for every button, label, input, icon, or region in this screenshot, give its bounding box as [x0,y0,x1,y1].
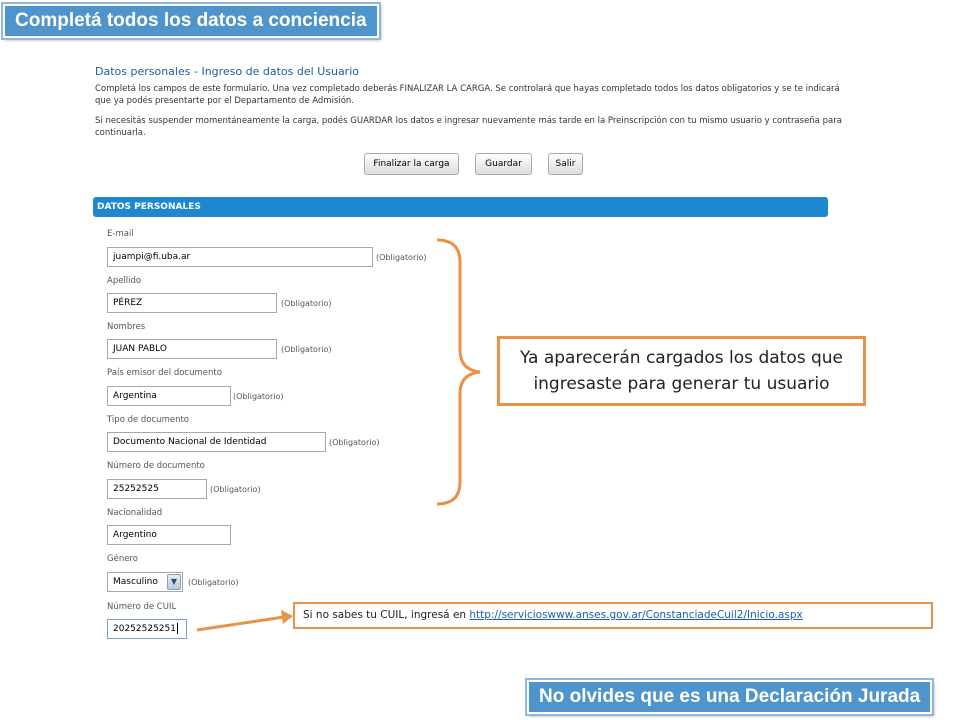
nombres-field[interactable]: JUAN PABLO [107,339,277,359]
genero-required-note: (Obligatorio) [188,578,239,587]
guardar-button[interactable]: Guardar [475,153,532,175]
form-intro-2: Si necesitás suspender momentáneamente la carga, podés GUARDAR los datos e ingresar nuevamente más tarde en la Preinscripción con tu mismo usuario y contraseña para continuarla. [95,116,842,138]
section-title-datos-personales: DATOS PERSONALES [93,197,828,217]
genero-select-value: Masculino [113,577,158,587]
num-doc-label: Número de documento [107,461,205,471]
nombres-label: Nombres [107,322,146,332]
salir-button[interactable]: Salir [548,153,583,175]
bottom-banner: No olvides que es una Declaración Jurada [527,680,932,714]
brace-annotation [437,240,480,504]
finalizar-carga-button[interactable]: Finalizar la carga [364,153,459,175]
pais-required-note: (Obligatorio) [233,392,284,401]
nombres-required-note: (Obligatorio) [281,345,332,354]
genero-label: Género [107,554,138,564]
form-title: Datos personales - Ingreso de datos del Usuario [95,65,359,78]
nacionalidad-field[interactable]: Argentino [107,525,231,545]
top-banner: Completá todos los datos a conciencia [3,4,379,38]
apellido-required-note: (Obligatorio) [281,299,332,308]
email-field[interactable]: juampi@fi.uba.ar [107,247,373,267]
tipo-doc-label: Tipo de documento [107,415,190,425]
chevron-down-icon[interactable]: ▼ [167,574,181,590]
apellido-label: Apellido [107,276,142,286]
pais-field[interactable]: Argentina [107,386,231,406]
anses-cuil-link[interactable]: http://servicioswww.anses.gov.ar/ConstanciadeCuil2/Inicio.aspx [469,609,803,621]
form-intro-1: Completá los campos de este formulario. Una vez completado deberás FINALIZAR LA CARGA. Se controlará que hayas completado todos los datos obligatorios y se te indicará que ya podés presentarte por el Departamento de Admisión. [95,84,840,106]
cuil-arrow-line [197,617,284,630]
num-doc-required-note: (Obligatorio) [210,485,261,494]
tipo-doc-field[interactable]: Documento Nacional de Identidad [107,432,326,452]
prefilled-data-callout: Ya aparecerán cargados los datos que ingresaste para generar tu usuario [497,336,866,406]
email-required-note: (Obligatorio) [376,253,427,262]
cuil-field-value: 20252525251 [113,624,176,634]
cuil-help-text: Si no sabes tu CUIL, ingresá en [303,609,470,621]
pais-label: País emisor del documento [107,368,222,378]
cuil-label: Número de CUIL [107,602,177,612]
cuil-help-note [293,602,933,629]
nacionalidad-label: Nacionalidad [107,508,163,518]
tipo-doc-required-note: (Obligatorio) [329,438,380,447]
cuil-arrow-head [281,610,293,624]
email-label: E-mail [107,229,134,239]
apellido-field[interactable]: PÉREZ [107,293,277,313]
num-doc-field[interactable]: 25252525 [107,479,207,499]
